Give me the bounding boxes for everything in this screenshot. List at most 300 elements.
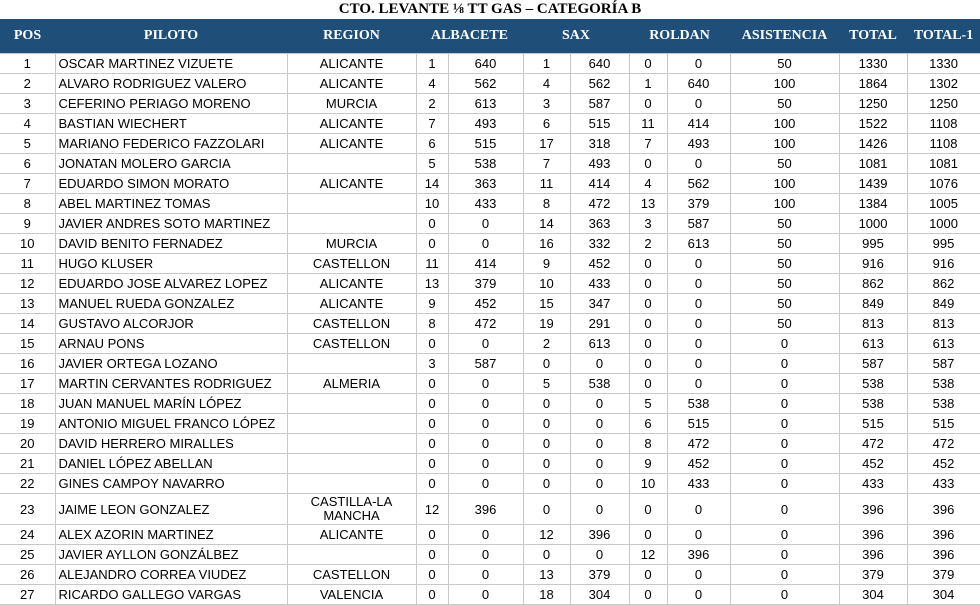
total-1-cell: 452 bbox=[907, 454, 980, 474]
table-row bbox=[0, 585, 980, 605]
table-row bbox=[0, 234, 980, 254]
region-cell bbox=[287, 394, 416, 414]
table-row bbox=[0, 374, 980, 394]
total-1-cell: 587 bbox=[907, 354, 980, 374]
table-row bbox=[0, 194, 980, 214]
roldan-position-cell: 6 bbox=[629, 414, 667, 434]
roldan-points-cell: 0 bbox=[667, 374, 730, 394]
table-row bbox=[0, 525, 980, 545]
pilot-name-cell: EDUARDO JOSE ALVAREZ LOPEZ bbox=[55, 274, 287, 294]
albacete-position-cell: 0 bbox=[416, 565, 448, 585]
asistencia-cell: 50 bbox=[730, 214, 839, 234]
total-1-cell: 538 bbox=[907, 374, 980, 394]
pos-cell: 21 bbox=[0, 454, 55, 474]
header-region: REGION bbox=[287, 19, 416, 54]
pos-cell: 15 bbox=[0, 334, 55, 354]
sax-points-cell: 332 bbox=[570, 234, 629, 254]
region-cell bbox=[287, 474, 416, 494]
region-cell: ALICANTE bbox=[287, 54, 416, 74]
region-cell: VALENCIA bbox=[287, 585, 416, 605]
total-1-cell: 304 bbox=[907, 585, 980, 605]
albacete-points-cell: 0 bbox=[448, 545, 523, 565]
asistencia-cell: 50 bbox=[730, 274, 839, 294]
pilot-name-cell: ALEJANDRO CORREA VIUDEZ bbox=[55, 565, 287, 585]
albacete-position-cell: 12 bbox=[416, 494, 448, 525]
sax-position-cell: 1 bbox=[523, 54, 570, 74]
total-1-cell: 1108 bbox=[907, 134, 980, 154]
albacete-points-cell: 363 bbox=[448, 174, 523, 194]
table-row bbox=[0, 154, 980, 174]
asistencia-cell: 100 bbox=[730, 174, 839, 194]
pilot-name-cell: GUSTAVO ALCORJOR bbox=[55, 314, 287, 334]
roldan-points-cell: 452 bbox=[667, 454, 730, 474]
pilot-name-cell: MARTIN CERVANTES RODRIGUEZ bbox=[55, 374, 287, 394]
pos-cell: 12 bbox=[0, 274, 55, 294]
total-1-cell: 849 bbox=[907, 294, 980, 314]
sax-position-cell: 0 bbox=[523, 474, 570, 494]
asistencia-cell: 0 bbox=[730, 474, 839, 494]
albacete-points-cell: 0 bbox=[448, 374, 523, 394]
roldan-position-cell: 0 bbox=[629, 334, 667, 354]
sax-position-cell: 3 bbox=[523, 94, 570, 114]
sax-position-cell: 0 bbox=[523, 394, 570, 414]
pos-cell: 18 bbox=[0, 394, 55, 414]
total-cell: 538 bbox=[839, 374, 907, 394]
roldan-position-cell: 0 bbox=[629, 354, 667, 374]
albacete-points-cell: 0 bbox=[448, 585, 523, 605]
albacete-points-cell: 515 bbox=[448, 134, 523, 154]
pos-cell: 8 bbox=[0, 194, 55, 214]
region-cell: ALMERIA bbox=[287, 374, 416, 394]
roldan-points-cell: 0 bbox=[667, 54, 730, 74]
total-cell: 515 bbox=[839, 414, 907, 434]
albacete-position-cell: 0 bbox=[416, 234, 448, 254]
total-cell: 396 bbox=[839, 494, 907, 525]
table-row bbox=[0, 494, 980, 525]
asistencia-cell: 100 bbox=[730, 74, 839, 94]
pilot-name-cell: JUAN MANUEL MARÍN LÓPEZ bbox=[55, 394, 287, 414]
pilot-name-cell: BASTIAN WIECHERT bbox=[55, 114, 287, 134]
albacete-position-cell: 5 bbox=[416, 154, 448, 174]
albacete-position-cell: 2 bbox=[416, 94, 448, 114]
albacete-points-cell: 0 bbox=[448, 214, 523, 234]
pos-cell: 4 bbox=[0, 114, 55, 134]
asistencia-cell: 50 bbox=[730, 234, 839, 254]
total-cell: 379 bbox=[839, 565, 907, 585]
pos-cell: 25 bbox=[0, 545, 55, 565]
sax-position-cell: 16 bbox=[523, 234, 570, 254]
sax-position-cell: 6 bbox=[523, 114, 570, 134]
total-cell: 538 bbox=[839, 394, 907, 414]
pos-cell: 14 bbox=[0, 314, 55, 334]
albacete-position-cell: 6 bbox=[416, 134, 448, 154]
roldan-points-cell: 493 bbox=[667, 134, 730, 154]
pos-cell: 9 bbox=[0, 214, 55, 234]
roldan-points-cell: 0 bbox=[667, 565, 730, 585]
asistencia-cell: 0 bbox=[730, 545, 839, 565]
pos-cell: 7 bbox=[0, 174, 55, 194]
roldan-points-cell: 379 bbox=[667, 194, 730, 214]
total-1-cell: 472 bbox=[907, 434, 980, 454]
sax-position-cell: 18 bbox=[523, 585, 570, 605]
region-cell: ALICANTE bbox=[287, 294, 416, 314]
roldan-position-cell: 1 bbox=[629, 74, 667, 94]
sax-points-cell: 0 bbox=[570, 434, 629, 454]
roldan-points-cell: 515 bbox=[667, 414, 730, 434]
sax-points-cell: 414 bbox=[570, 174, 629, 194]
region-cell: MURCIA bbox=[287, 94, 416, 114]
roldan-points-cell: 640 bbox=[667, 74, 730, 94]
table-row bbox=[0, 474, 980, 494]
sax-position-cell: 19 bbox=[523, 314, 570, 334]
total-1-cell: 1076 bbox=[907, 174, 980, 194]
albacete-points-cell: 0 bbox=[448, 234, 523, 254]
pos-cell: 24 bbox=[0, 525, 55, 545]
albacete-points-cell: 0 bbox=[448, 394, 523, 414]
pos-cell: 17 bbox=[0, 374, 55, 394]
total-1-cell: 433 bbox=[907, 474, 980, 494]
total-cell: 1250 bbox=[839, 94, 907, 114]
pilot-name-cell: CEFERINO PERIAGO MORENO bbox=[55, 94, 287, 114]
pos-cell: 13 bbox=[0, 294, 55, 314]
pilot-name-cell: MARIANO FEDERICO FAZZOLARI bbox=[55, 134, 287, 154]
pos-cell: 1 bbox=[0, 54, 55, 74]
albacete-position-cell: 0 bbox=[416, 585, 448, 605]
table-row bbox=[0, 294, 980, 314]
sax-position-cell: 15 bbox=[523, 294, 570, 314]
region-cell: ALICANTE bbox=[287, 114, 416, 134]
region-cell: MURCIA bbox=[287, 234, 416, 254]
total-cell: 1081 bbox=[839, 154, 907, 174]
albacete-position-cell: 0 bbox=[416, 525, 448, 545]
roldan-position-cell: 12 bbox=[629, 545, 667, 565]
roldan-position-cell: 4 bbox=[629, 174, 667, 194]
total-cell: 587 bbox=[839, 354, 907, 374]
sax-points-cell: 472 bbox=[570, 194, 629, 214]
sax-position-cell: 9 bbox=[523, 254, 570, 274]
roldan-position-cell: 0 bbox=[629, 94, 667, 114]
asistencia-cell: 100 bbox=[730, 134, 839, 154]
roldan-position-cell: 0 bbox=[629, 254, 667, 274]
roldan-position-cell: 5 bbox=[629, 394, 667, 414]
region-cell: CASTELLON bbox=[287, 565, 416, 585]
total-cell: 304 bbox=[839, 585, 907, 605]
albacete-position-cell: 8 bbox=[416, 314, 448, 334]
pos-cell: 10 bbox=[0, 234, 55, 254]
sax-position-cell: 10 bbox=[523, 274, 570, 294]
table-row bbox=[0, 394, 980, 414]
albacete-points-cell: 0 bbox=[448, 454, 523, 474]
region-cell bbox=[287, 154, 416, 174]
table-row bbox=[0, 214, 980, 234]
header-sax: SAX bbox=[523, 19, 629, 54]
table-row bbox=[0, 134, 980, 154]
sax-position-cell: 2 bbox=[523, 334, 570, 354]
pos-cell: 27 bbox=[0, 585, 55, 605]
sax-points-cell: 433 bbox=[570, 274, 629, 294]
total-1-cell: 1330 bbox=[907, 54, 980, 74]
roldan-position-cell: 8 bbox=[629, 434, 667, 454]
total-1-cell: 916 bbox=[907, 254, 980, 274]
pilot-name-cell: DANIEL LÓPEZ ABELLAN bbox=[55, 454, 287, 474]
table-row bbox=[0, 114, 980, 134]
table-row bbox=[0, 94, 980, 114]
albacete-position-cell: 0 bbox=[416, 414, 448, 434]
albacete-points-cell: 414 bbox=[448, 254, 523, 274]
albacete-position-cell: 0 bbox=[416, 374, 448, 394]
asistencia-cell: 0 bbox=[730, 585, 839, 605]
region-cell bbox=[287, 545, 416, 565]
pilot-name-cell: DAVID HERRERO MIRALLES bbox=[55, 434, 287, 454]
total-cell: 813 bbox=[839, 314, 907, 334]
albacete-position-cell: 9 bbox=[416, 294, 448, 314]
sax-position-cell: 12 bbox=[523, 525, 570, 545]
albacete-position-cell: 4 bbox=[416, 74, 448, 94]
total-1-cell: 396 bbox=[907, 494, 980, 525]
pilot-name-cell: JAVIER ANDRES SOTO MARTINEZ bbox=[55, 214, 287, 234]
albacete-points-cell: 0 bbox=[448, 434, 523, 454]
roldan-points-cell: 0 bbox=[667, 294, 730, 314]
roldan-position-cell: 7 bbox=[629, 134, 667, 154]
total-cell: 472 bbox=[839, 434, 907, 454]
albacete-points-cell: 613 bbox=[448, 94, 523, 114]
roldan-points-cell: 0 bbox=[667, 585, 730, 605]
region-cell bbox=[287, 214, 416, 234]
total-1-cell: 396 bbox=[907, 525, 980, 545]
albacete-points-cell: 396 bbox=[448, 494, 523, 525]
roldan-position-cell: 10 bbox=[629, 474, 667, 494]
sax-points-cell: 347 bbox=[570, 294, 629, 314]
table-row bbox=[0, 314, 980, 334]
sax-points-cell: 318 bbox=[570, 134, 629, 154]
albacete-points-cell: 493 bbox=[448, 114, 523, 134]
roldan-position-cell: 0 bbox=[629, 525, 667, 545]
pos-cell: 6 bbox=[0, 154, 55, 174]
header-total: TOTAL bbox=[839, 19, 907, 54]
sax-points-cell: 0 bbox=[570, 454, 629, 474]
total-cell: 1330 bbox=[839, 54, 907, 74]
header-pos: POS bbox=[0, 19, 55, 54]
pos-cell: 22 bbox=[0, 474, 55, 494]
sax-points-cell: 515 bbox=[570, 114, 629, 134]
region-cell bbox=[287, 354, 416, 374]
total-cell: 613 bbox=[839, 334, 907, 354]
albacete-points-cell: 0 bbox=[448, 414, 523, 434]
asistencia-cell: 50 bbox=[730, 54, 839, 74]
asistencia-cell: 0 bbox=[730, 494, 839, 525]
pilot-name-cell: ALVARO RODRIGUEZ VALERO bbox=[55, 74, 287, 94]
roldan-position-cell: 2 bbox=[629, 234, 667, 254]
total-cell: 862 bbox=[839, 274, 907, 294]
pilot-name-cell: MANUEL RUEDA GONZALEZ bbox=[55, 294, 287, 314]
standings-table bbox=[0, 19, 980, 605]
total-1-cell: 1000 bbox=[907, 214, 980, 234]
albacete-position-cell: 0 bbox=[416, 334, 448, 354]
table-row bbox=[0, 254, 980, 274]
total-1-cell: 613 bbox=[907, 334, 980, 354]
roldan-position-cell: 0 bbox=[629, 294, 667, 314]
table-row bbox=[0, 565, 980, 585]
roldan-position-cell: 0 bbox=[629, 565, 667, 585]
albacete-position-cell: 14 bbox=[416, 174, 448, 194]
sax-points-cell: 0 bbox=[570, 545, 629, 565]
total-cell: 452 bbox=[839, 454, 907, 474]
header-row bbox=[0, 19, 980, 54]
total-1-cell: 995 bbox=[907, 234, 980, 254]
asistencia-cell: 0 bbox=[730, 374, 839, 394]
roldan-points-cell: 0 bbox=[667, 334, 730, 354]
pilot-name-cell: EDUARDO SIMON MORATO bbox=[55, 174, 287, 194]
roldan-points-cell: 0 bbox=[667, 354, 730, 374]
asistencia-cell: 100 bbox=[730, 194, 839, 214]
table-row bbox=[0, 174, 980, 194]
roldan-position-cell: 0 bbox=[629, 374, 667, 394]
asistencia-cell: 0 bbox=[730, 454, 839, 474]
pilot-name-cell: RICARDO GALLEGO VARGAS bbox=[55, 585, 287, 605]
albacete-points-cell: 0 bbox=[448, 334, 523, 354]
roldan-position-cell: 11 bbox=[629, 114, 667, 134]
table-row bbox=[0, 54, 980, 74]
roldan-position-cell: 13 bbox=[629, 194, 667, 214]
pilot-name-cell: ARNAU PONS bbox=[55, 334, 287, 354]
sax-points-cell: 0 bbox=[570, 394, 629, 414]
pos-cell: 3 bbox=[0, 94, 55, 114]
sax-points-cell: 379 bbox=[570, 565, 629, 585]
table-row bbox=[0, 74, 980, 94]
total-cell: 1864 bbox=[839, 74, 907, 94]
pilot-name-cell: HUGO KLUSER bbox=[55, 254, 287, 274]
total-cell: 1384 bbox=[839, 194, 907, 214]
roldan-points-cell: 0 bbox=[667, 254, 730, 274]
roldan-position-cell: 0 bbox=[629, 154, 667, 174]
total-1-cell: 813 bbox=[907, 314, 980, 334]
region-cell: CASTELLON bbox=[287, 334, 416, 354]
asistencia-cell: 0 bbox=[730, 334, 839, 354]
roldan-position-cell: 0 bbox=[629, 585, 667, 605]
region-cell bbox=[287, 414, 416, 434]
albacete-position-cell: 7 bbox=[416, 114, 448, 134]
asistencia-cell: 0 bbox=[730, 434, 839, 454]
sax-position-cell: 14 bbox=[523, 214, 570, 234]
roldan-points-cell: 472 bbox=[667, 434, 730, 454]
roldan-points-cell: 562 bbox=[667, 174, 730, 194]
albacete-points-cell: 538 bbox=[448, 154, 523, 174]
total-cell: 995 bbox=[839, 234, 907, 254]
pilot-name-cell: JAVIER ORTEGA LOZANO bbox=[55, 354, 287, 374]
sax-position-cell: 0 bbox=[523, 494, 570, 525]
header-total-1: TOTAL-1 bbox=[907, 19, 980, 54]
asistencia-cell: 50 bbox=[730, 254, 839, 274]
sax-position-cell: 11 bbox=[523, 174, 570, 194]
albacete-points-cell: 433 bbox=[448, 194, 523, 214]
table-row bbox=[0, 454, 980, 474]
total-cell: 1522 bbox=[839, 114, 907, 134]
roldan-points-cell: 433 bbox=[667, 474, 730, 494]
asistencia-cell: 50 bbox=[730, 94, 839, 114]
sax-points-cell: 493 bbox=[570, 154, 629, 174]
sax-position-cell: 0 bbox=[523, 545, 570, 565]
albacete-position-cell: 0 bbox=[416, 394, 448, 414]
roldan-position-cell: 0 bbox=[629, 314, 667, 334]
albacete-points-cell: 562 bbox=[448, 74, 523, 94]
header-albacete: ALBACETE bbox=[416, 19, 523, 54]
sax-position-cell: 0 bbox=[523, 434, 570, 454]
roldan-position-cell: 0 bbox=[629, 274, 667, 294]
total-cell: 433 bbox=[839, 474, 907, 494]
asistencia-cell: 50 bbox=[730, 294, 839, 314]
albacete-position-cell: 3 bbox=[416, 354, 448, 374]
roldan-points-cell: 396 bbox=[667, 545, 730, 565]
header-asistencia: ASISTENCIA bbox=[730, 19, 839, 54]
albacete-position-cell: 0 bbox=[416, 545, 448, 565]
total-1-cell: 1250 bbox=[907, 94, 980, 114]
sax-points-cell: 538 bbox=[570, 374, 629, 394]
roldan-points-cell: 0 bbox=[667, 94, 730, 114]
total-1-cell: 396 bbox=[907, 545, 980, 565]
total-cell: 1426 bbox=[839, 134, 907, 154]
sax-points-cell: 396 bbox=[570, 525, 629, 545]
pilot-name-cell: ABEL MARTINEZ TOMAS bbox=[55, 194, 287, 214]
roldan-points-cell: 0 bbox=[667, 494, 730, 525]
sax-points-cell: 291 bbox=[570, 314, 629, 334]
albacete-points-cell: 472 bbox=[448, 314, 523, 334]
sax-points-cell: 0 bbox=[570, 474, 629, 494]
roldan-position-cell: 0 bbox=[629, 494, 667, 525]
sax-points-cell: 0 bbox=[570, 354, 629, 374]
total-cell: 396 bbox=[839, 545, 907, 565]
pilot-name-cell: DAVID BENITO FERNADEZ bbox=[55, 234, 287, 254]
table-row bbox=[0, 545, 980, 565]
region-cell bbox=[287, 454, 416, 474]
pos-cell: 2 bbox=[0, 74, 55, 94]
sax-position-cell: 17 bbox=[523, 134, 570, 154]
pos-cell: 26 bbox=[0, 565, 55, 585]
total-cell: 1000 bbox=[839, 214, 907, 234]
pos-cell: 23 bbox=[0, 494, 55, 525]
total-cell: 1439 bbox=[839, 174, 907, 194]
asistencia-cell: 0 bbox=[730, 394, 839, 414]
total-1-cell: 1108 bbox=[907, 114, 980, 134]
sax-position-cell: 8 bbox=[523, 194, 570, 214]
region-cell: ALICANTE bbox=[287, 74, 416, 94]
roldan-points-cell: 0 bbox=[667, 154, 730, 174]
total-1-cell: 379 bbox=[907, 565, 980, 585]
roldan-position-cell: 0 bbox=[629, 54, 667, 74]
region-cell: ALICANTE bbox=[287, 134, 416, 154]
sax-position-cell: 0 bbox=[523, 454, 570, 474]
albacete-points-cell: 379 bbox=[448, 274, 523, 294]
roldan-points-cell: 587 bbox=[667, 214, 730, 234]
sax-points-cell: 562 bbox=[570, 74, 629, 94]
sax-position-cell: 0 bbox=[523, 414, 570, 434]
sax-points-cell: 452 bbox=[570, 254, 629, 274]
pilot-name-cell: ANTONIO MIGUEL FRANCO LÓPEZ bbox=[55, 414, 287, 434]
page-title: CTO. LEVANTE ⅛ TT GAS – CATEGORÍA B bbox=[338, 1, 642, 17]
pos-cell: 19 bbox=[0, 414, 55, 434]
table-row bbox=[0, 334, 980, 354]
albacete-position-cell: 0 bbox=[416, 214, 448, 234]
albacete-position-cell: 13 bbox=[416, 274, 448, 294]
pilot-name-cell: JAVIER AYLLON GONZÁLBEZ bbox=[55, 545, 287, 565]
table-row bbox=[0, 354, 980, 374]
asistencia-cell: 0 bbox=[730, 525, 839, 545]
sax-points-cell: 0 bbox=[570, 414, 629, 434]
region-cell: ALICANTE bbox=[287, 274, 416, 294]
asistencia-cell: 0 bbox=[730, 414, 839, 434]
asistencia-cell: 50 bbox=[730, 314, 839, 334]
sax-points-cell: 587 bbox=[570, 94, 629, 114]
pos-cell: 16 bbox=[0, 354, 55, 374]
